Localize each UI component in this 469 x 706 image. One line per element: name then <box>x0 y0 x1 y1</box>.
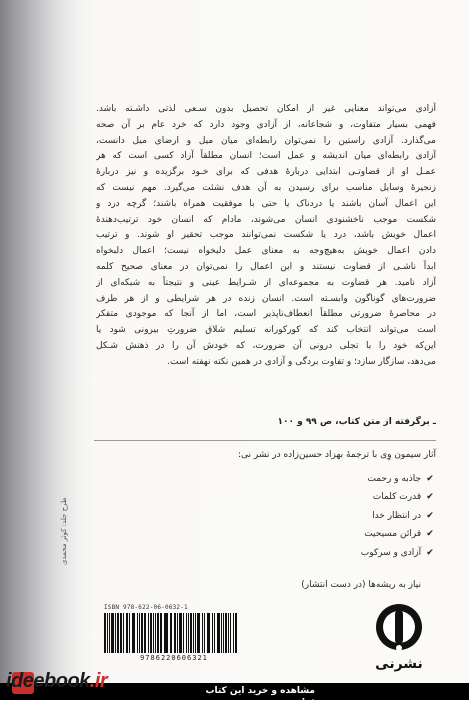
barcode-bar <box>129 613 130 653</box>
barcode-bar <box>137 613 138 653</box>
barcode-bar <box>117 613 119 653</box>
excerpt-source: ـ برگرفته از متن کتاب، ص ۹۹ و ۱۰۰ <box>277 417 436 427</box>
excerpt-line: ابداً ناشـی از قضاوت نیستند و این اعمال را نمی‌توان در معنای صحیح کلمه <box>96 261 436 272</box>
barcode-bar <box>235 613 237 653</box>
barcode-bar <box>171 613 172 653</box>
cover-design-credit: طرح جلد: کوثر محمدی <box>60 497 68 565</box>
list-item <box>96 525 436 543</box>
barcode-bar <box>179 613 182 653</box>
excerpt-line: شکست موجب ناخشنودی انسان می‌شوند، مادام که انسان خود ترتیب‌دهندهٔ <box>96 214 436 225</box>
excerpt-line: می‌گذارد. آزادی راستین را نمی‌توان رابطه‌ای میان میل و ارضای میل دانست، <box>96 135 436 146</box>
barcode-bar <box>188 613 189 653</box>
barcode-bar <box>174 613 176 653</box>
barcode-bar <box>132 613 133 653</box>
barcode-number: 9786220606321 <box>140 654 208 662</box>
barcode-bar <box>104 613 106 653</box>
list-item <box>96 488 436 506</box>
excerpt-line: است می‌تواند انتخاب کند که کورکورانه تسلیم شلاق ضرورتِ بیرونی شود یا <box>96 325 436 336</box>
barcode-bar <box>157 613 159 653</box>
excerpt-line: عمـل او از قضاوتـی ابتدایی دربارهٔ هدفی که برای خـود برگزیده و نیز دربارهٔ <box>96 167 436 178</box>
publisher-name: نشرنی <box>375 656 423 672</box>
barcode-bar <box>186 613 187 653</box>
barcode-bar <box>225 613 227 653</box>
excerpt-line: این‌که خود را با تجلی درونی آن ضرورت، که خودش آن را در ذهنش شـکل <box>96 340 436 351</box>
watermark-link[interactable] <box>6 670 107 693</box>
section-divider <box>94 440 436 441</box>
book-excerpt <box>96 102 436 371</box>
excerpt-line: دادن اعمال خویش به‌هیچ‌وجه به معنای عمل دلبخواه نیست؛ اعمال دلبخواه <box>96 246 436 257</box>
checkmark-icon: ✔ <box>426 492 434 503</box>
barcode-bar <box>165 613 168 653</box>
list-item <box>96 470 436 488</box>
barcode-bar <box>208 613 210 653</box>
barcode-bar <box>190 613 192 653</box>
barcode-bar <box>160 613 162 653</box>
watermark-cta: مشاهده و خرید این کتاب در: <box>205 686 315 706</box>
barcode-bar <box>193 613 194 653</box>
barcode-bar <box>202 613 204 653</box>
barcode <box>104 604 244 664</box>
watermark-tld: .ir <box>89 670 108 692</box>
checkmark-icon: ✔ <box>426 510 434 521</box>
publisher-emblem-icon <box>373 600 425 656</box>
checkmark-icon: ✔ <box>426 529 434 540</box>
barcode-bar <box>233 613 235 653</box>
barcode-bar <box>212 613 213 653</box>
excerpt-line: آزادی می‌تواند معنایی غیر از امکان تحصیل بدون سـعی لذتی داشـته باشد. <box>96 104 436 114</box>
work-title: قدرت کلمات <box>372 492 422 503</box>
barcode-bar <box>195 613 196 653</box>
in-press-work: نیاز به ریشه‌ها (در دست انتشار) <box>301 580 421 590</box>
barcode-bar <box>223 613 224 653</box>
barcode-bar <box>120 613 122 653</box>
barcode-bar <box>139 613 140 653</box>
barcode-bar <box>153 613 154 653</box>
barcode-bar <box>230 613 231 653</box>
checkmark-icon: ✔ <box>426 474 434 484</box>
barcode-bar <box>177 613 178 653</box>
work-title: آزادی و سرکوب <box>360 547 422 558</box>
publisher-logo <box>373 600 425 684</box>
barcode-bar <box>150 613 152 653</box>
barcode-bar <box>107 613 108 653</box>
excerpt-line: اعمال خویش باشد، درد یا شکست نمی‌توانند موجب تحقیر او شوند. و ترتیب <box>96 230 436 241</box>
barcode-bar <box>126 613 129 653</box>
excerpt-line: زنجیرهٔ وسایل مناسب برای رسیدن به آن هدف نشئت می‌گیرد. مهم نیست که <box>96 182 436 193</box>
excerpt-line: می‌دهد، سازگار سازد؛ و تفاوت بردگی و آزادی در همین نکته نهفته است. <box>167 356 436 367</box>
list-item <box>96 507 436 525</box>
barcode-bar <box>109 613 110 653</box>
barcode-bars <box>104 613 244 653</box>
excerpt-line: در محاصرهٔ ضرورتی مطلقاً انعطاف‌ناپذیر است، اما از آنجا که موجودی متفکر <box>96 309 436 320</box>
barcode-bar <box>204 613 205 653</box>
barcode-bar <box>115 613 116 653</box>
excerpt-line: آزادی رابطه‌ای میان اندیشه و عمل است؛ انسان مطلقاً آزاد کسی است که هر <box>96 151 436 162</box>
barcode-bar <box>217 613 220 653</box>
barcode-bar <box>164 613 165 653</box>
other-works-list <box>96 470 436 562</box>
work-title: قرائن مسیحیت <box>364 529 422 540</box>
barcode-bar <box>170 613 171 653</box>
barcode-bar <box>144 613 147 653</box>
barcode-bar <box>197 613 200 653</box>
other-works-heading: آثار سیمون وِی با ترجمهٔ بهزاد حسین‌زاده در نشر نی: <box>237 450 436 460</box>
barcode-bar <box>214 613 216 653</box>
barcode-bar <box>207 613 208 653</box>
watermark-brand: ideebook <box>6 670 90 692</box>
excerpt-line: فهمی بسیار متفاوت، و شجاعانه، از آزادی وجود دارد که خرد عام بر آن صحه <box>96 119 436 130</box>
barcode-bar <box>148 613 149 653</box>
barcode-bar <box>183 613 185 653</box>
barcode-bar <box>228 613 229 653</box>
barcode-bar <box>133 613 135 653</box>
work-title: جاذبه و رحمت <box>367 474 422 484</box>
barcode-bar <box>111 613 114 653</box>
barcode-bar <box>123 613 124 653</box>
excerpt-line: آزاد نامید. هر قضاوت به مجموعه‌ای از شـرایط عینی و نتیجتاً به شبکه‌ای از <box>96 277 436 288</box>
barcode-bar <box>155 613 156 653</box>
isbn-label: ISBN 978-622-06-0632-1 <box>104 604 188 611</box>
work-title: در انتظار خدا <box>372 510 422 521</box>
list-item <box>96 544 436 562</box>
excerpt-line: این اعمال آسان باشند یا دردناک یا حتی با موفقیت همراه باشند؛ گرچه درد و <box>96 198 436 209</box>
barcode-bar <box>141 613 143 653</box>
excerpt-line: ضرورت‌های گوناگون وابسـته است. انسان زنده در هر شرایطی و از هر طرف <box>96 293 436 304</box>
barcode-bar <box>221 613 222 653</box>
checkmark-icon: ✔ <box>426 547 434 558</box>
